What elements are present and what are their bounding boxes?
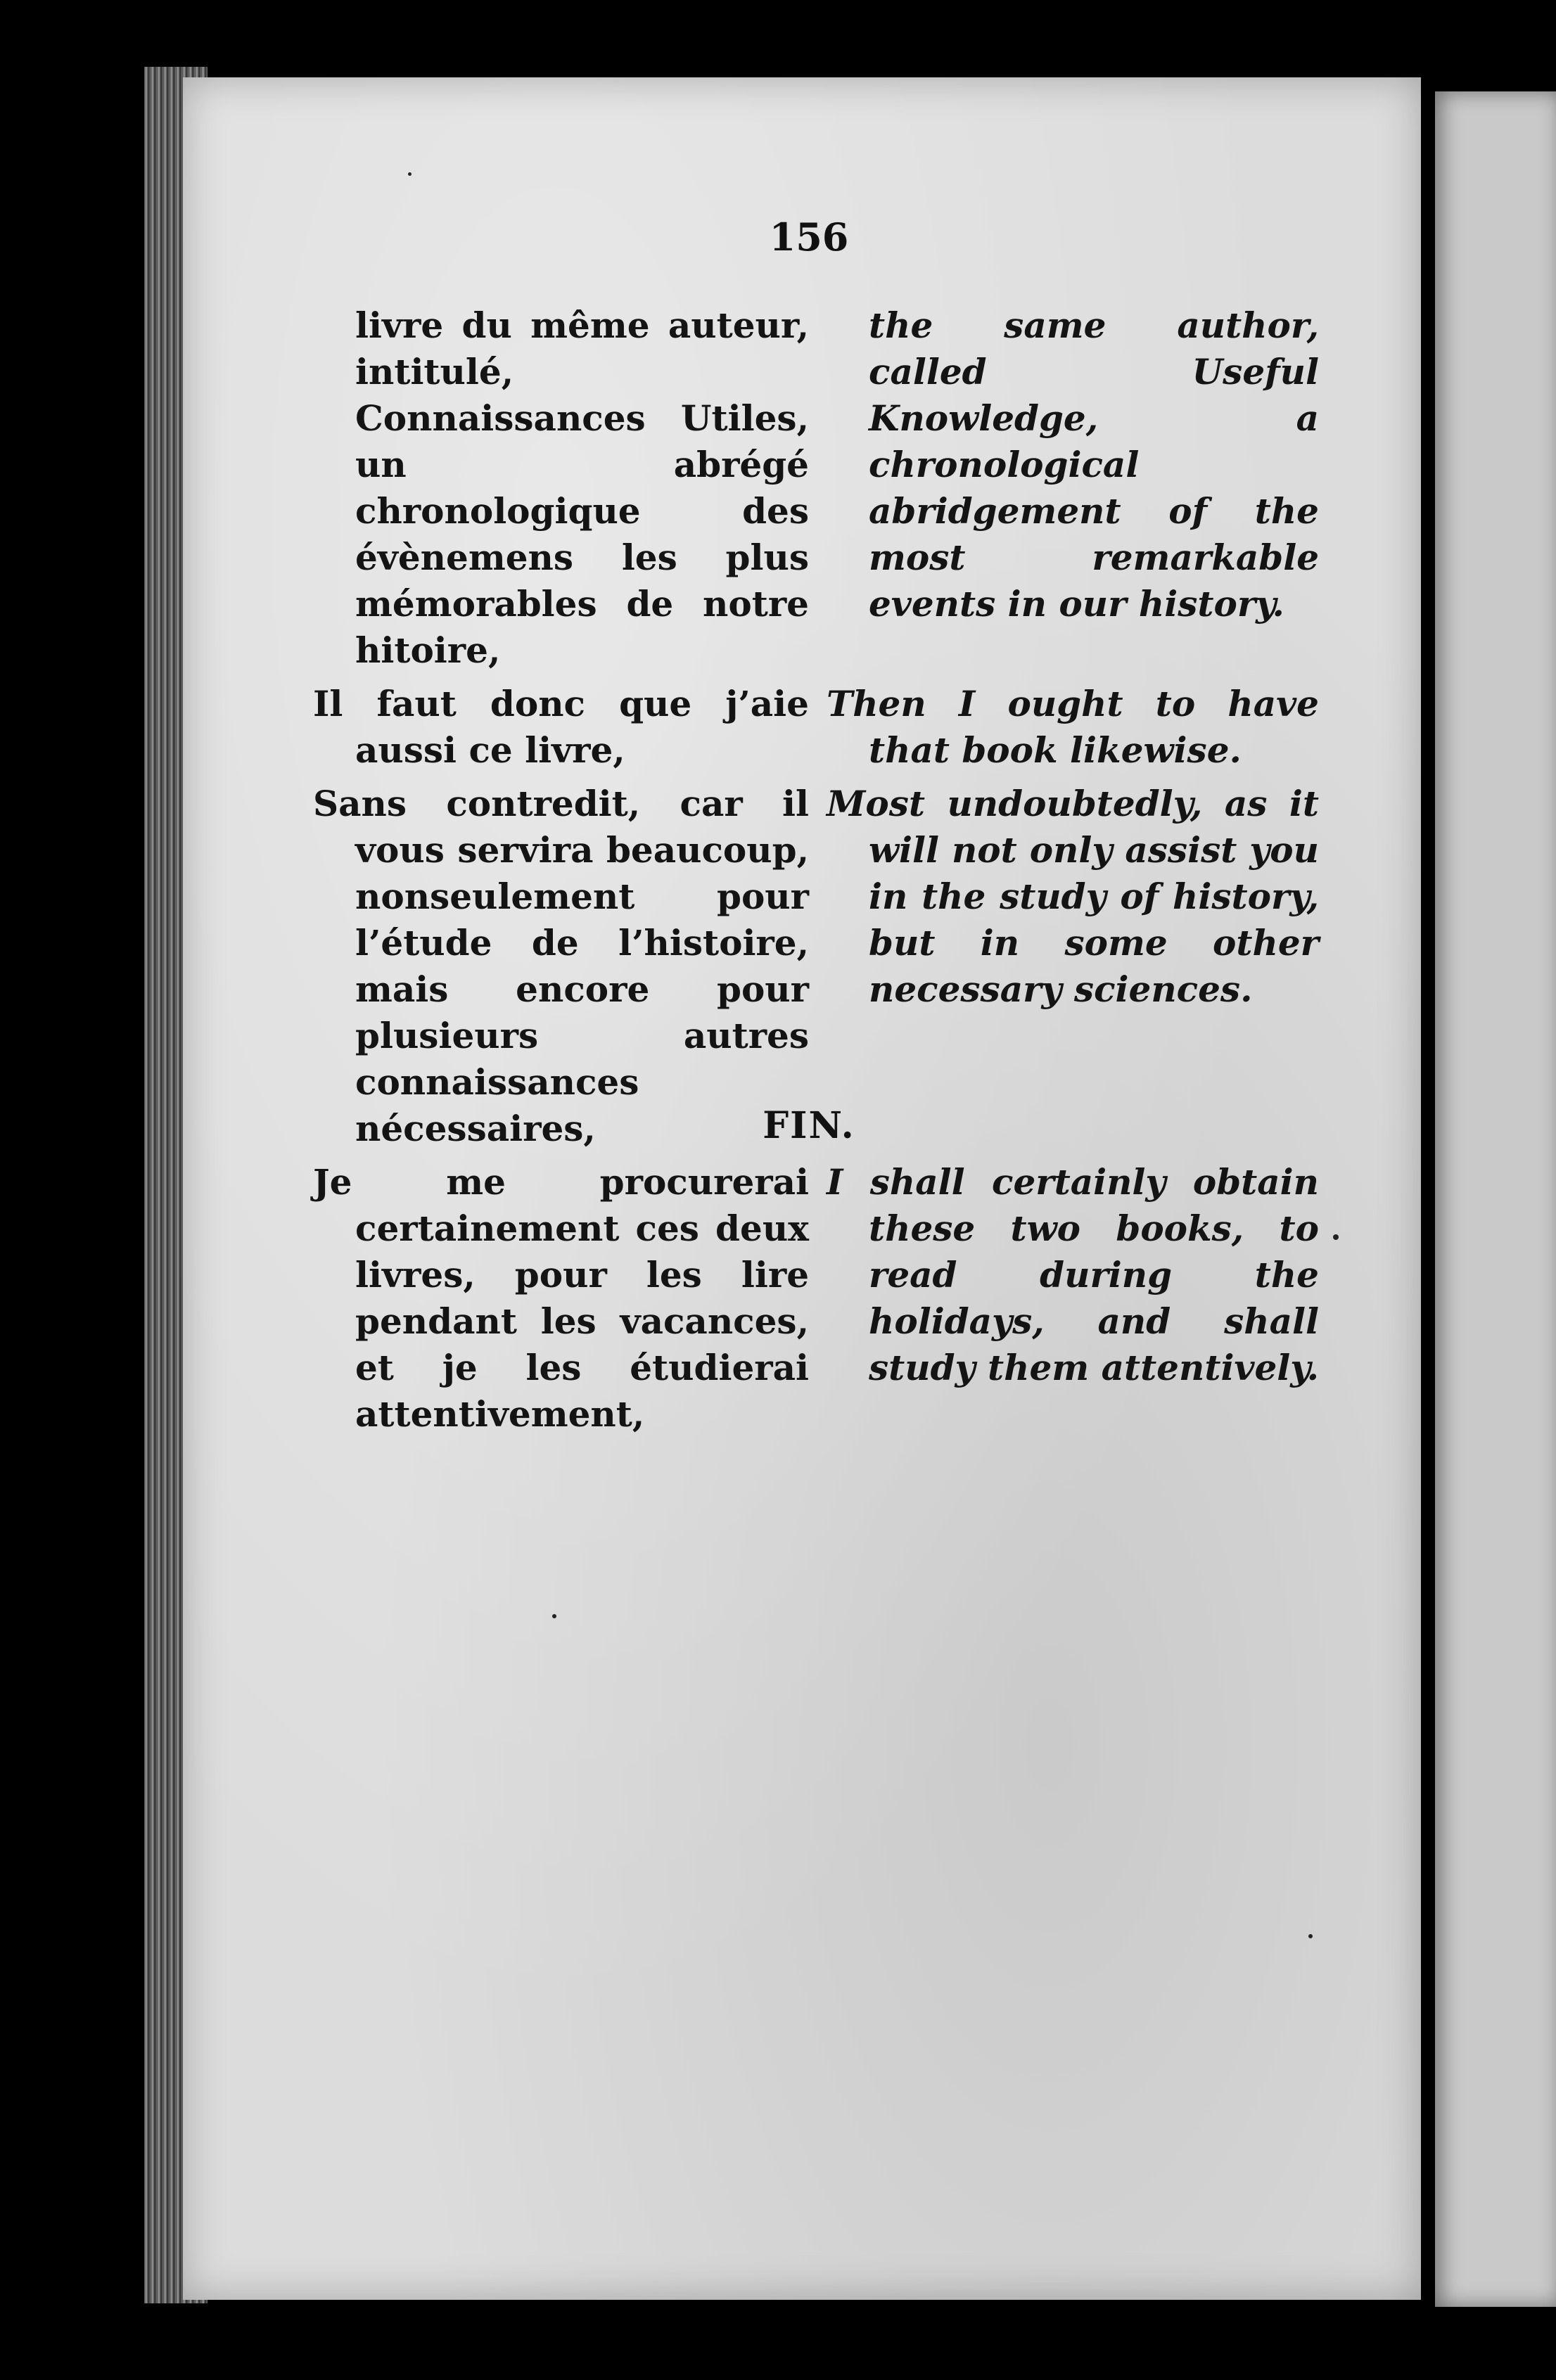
ink-speck	[408, 172, 412, 176]
french-text: Sans contredit, car il vous servira beaucoup, nonseulement pour l’étude de l’histoire, mais encore pour plusieurs autres connaissances nécessaires,	[313, 783, 809, 1149]
dialogue-row	[313, 302, 1319, 674]
dialogue-row	[313, 681, 1319, 774]
ink-speck	[1308, 1934, 1313, 1938]
page-number: 156	[769, 215, 849, 260]
ink-speck	[552, 1614, 556, 1618]
english-text: Then I ought to have that book likewise.	[827, 683, 1319, 771]
facing-page-edge	[1435, 91, 1556, 2307]
french-text: livre du même auteur, intitulé, Connaissances Utiles, un abrégé chronologique des évènemens les plus mémorables de notre hitoire,	[355, 305, 809, 671]
ink-speck	[1333, 1234, 1339, 1240]
dialogue-row	[313, 1159, 1319, 1438]
french-text: Je me procurerai certainement ces deux livres, pour les lire pendant les vacances, et je les étudierai attentivement,	[313, 1161, 809, 1435]
french-text: Il faut donc que j’aie aussi ce livre,	[313, 683, 809, 771]
parallel-dialogue	[313, 302, 1319, 1438]
dialogue-row	[313, 781, 1319, 1152]
english-text: I shall certainly obtain these two books, to read during the holidays, and shall study them attentively.	[827, 1161, 1320, 1388]
end-marker: FIN.	[763, 1104, 855, 1147]
english-text: the same author, called Useful Knowledge, a chronological abridgement of the most remarkable events in our history.	[869, 305, 1319, 625]
english-text: Most undoubtedly, as it will not only assist you in the study of history, but in some other necessary sciences.	[827, 783, 1319, 1010]
